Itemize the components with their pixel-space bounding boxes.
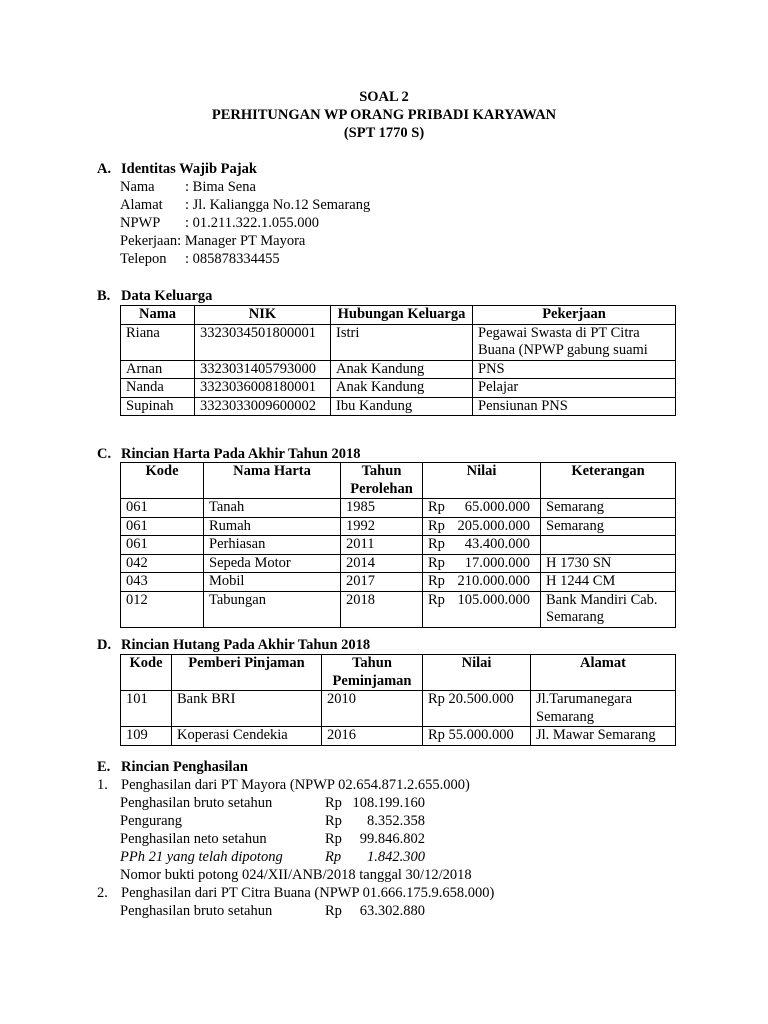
table-row — [121, 536, 676, 555]
currency-label: Rp — [325, 903, 342, 919]
identity-key: NPWP — [120, 215, 161, 231]
asset-value: 65.000.000 — [464, 499, 530, 515]
currency-label: Rp — [428, 536, 445, 552]
income-label: Penghasilan neto setahun — [120, 831, 267, 847]
currency-label: Rp — [325, 795, 342, 811]
identity-key: Telepon — [120, 251, 167, 267]
table-row — [121, 591, 676, 627]
section-a-title: Identitas Wajib Pajak — [121, 161, 257, 177]
withholding-note: Nomor bukti potong 024/XII/ANB/2018 tanggal 30/12/2018 — [120, 867, 472, 883]
table-header-row — [121, 463, 676, 499]
table-header-row — [121, 306, 676, 325]
table-cell: Ibu Kandung — [331, 397, 473, 416]
section-d-letter: D. — [97, 637, 112, 653]
income-row — [120, 812, 425, 830]
table-header-cell: Pekerjaan — [473, 306, 676, 325]
section-a-heading — [97, 160, 257, 178]
table-row — [121, 499, 676, 518]
section-b-heading — [97, 287, 212, 305]
table-cell: 2016 — [322, 727, 423, 746]
value-cell — [423, 591, 541, 627]
doc-title-line1: SOAL 2 — [359, 89, 409, 105]
table-cell: Pensiunan PNS — [473, 397, 676, 416]
table-cell: Semarang — [541, 517, 676, 536]
table-cell: Sepeda Motor — [204, 554, 341, 573]
identity-row-npwp — [120, 214, 319, 232]
income-item-title: Penghasilan dari PT Mayora (NPWP 02.654.871.2.655.000) — [121, 777, 470, 793]
table-cell: 3323036008180001 — [195, 379, 331, 398]
table-cell: H 1730 SN — [541, 554, 676, 573]
income-amount: 99.846.802 — [359, 831, 425, 847]
income-label: PPh 21 yang telah dipotong — [120, 849, 283, 865]
table-row — [121, 691, 676, 727]
value-cell — [423, 499, 541, 518]
income-item-number: 1. — [97, 777, 108, 793]
table-row — [121, 379, 676, 398]
table-cell: 1985 — [341, 499, 423, 518]
table-cell: Rp 20.500.000 — [423, 691, 531, 727]
asset-value: 17.000.000 — [464, 554, 530, 571]
identity-row-alamat — [120, 196, 370, 214]
table-cell: Tabungan — [204, 591, 341, 627]
family-table — [120, 305, 676, 416]
table-cell: Istri — [331, 324, 473, 360]
identity-value: : 01.211.322.1.055.000 — [185, 215, 319, 231]
doc-title-line2: PERHITUNGAN WP ORANG PRIBADI KARYAWAN — [211, 107, 557, 123]
income-label: Penghasilan bruto setahun — [120, 795, 273, 811]
table-cell: Anak Kandung — [331, 379, 473, 398]
identity-value: : Manager PT Mayora — [177, 233, 306, 249]
currency-label: Rp — [428, 499, 445, 515]
table-cell: 061 — [121, 517, 204, 536]
income-row — [120, 848, 425, 866]
table-header-cell: Nilai — [423, 463, 541, 499]
table-cell: Bank Mandiri Cab. Semarang — [541, 591, 676, 627]
table-header-row — [121, 655, 676, 691]
section-b-letter: B. — [97, 288, 111, 304]
income-row — [120, 902, 425, 920]
currency-label: Rp — [428, 591, 445, 608]
table-header-cell: Hubungan Keluarga — [331, 306, 473, 325]
table-cell: 1992 — [341, 517, 423, 536]
currency-label: Rp — [428, 517, 445, 534]
table-cell: 3323033009600002 — [195, 397, 331, 416]
table-cell: Koperasi Cendekia — [172, 727, 322, 746]
table-cell: 061 — [121, 499, 204, 518]
table-header-cell: Pemberi Pinjaman — [172, 655, 322, 691]
assets-table — [120, 462, 676, 628]
identity-value: : Bima Sena — [185, 179, 256, 195]
section-e-heading — [97, 758, 248, 776]
value-cell — [423, 554, 541, 573]
table-row — [121, 727, 676, 746]
table-header-cell: Nama — [121, 306, 195, 325]
table-cell: 109 — [121, 727, 172, 746]
table-cell: 2011 — [341, 536, 423, 555]
table-header-cell: NIK — [195, 306, 331, 325]
income-amount: 108.199.160 — [352, 795, 425, 811]
table-cell: 2010 — [322, 691, 423, 727]
table-cell — [541, 536, 676, 555]
table-cell: Arnan — [121, 360, 195, 379]
table-cell: Jl.Tarumanegara Semarang — [531, 691, 676, 727]
table-cell: 043 — [121, 573, 204, 592]
table-cell: Anak Kandung — [331, 360, 473, 379]
income-row — [120, 830, 425, 848]
income-amount: 1.842.300 — [367, 849, 425, 865]
income-label: Penghasilan bruto setahun — [120, 903, 273, 919]
table-row — [121, 397, 676, 416]
asset-value: 205.000.000 — [457, 517, 530, 534]
section-e-title: Rincian Penghasilan — [121, 759, 248, 775]
currency-label: Rp — [325, 831, 342, 847]
currency-label: Rp — [325, 813, 342, 829]
identity-value: : Jl. Kaliangga No.12 Semarang — [185, 197, 371, 213]
value-cell — [423, 517, 541, 536]
table-cell: Perhiasan — [204, 536, 341, 555]
table-cell: H 1244 CM — [541, 573, 676, 592]
section-c-letter: C. — [97, 446, 112, 462]
section-e-letter: E. — [97, 759, 111, 775]
table-header-cell: Keterangan — [541, 463, 676, 499]
table-row — [121, 573, 676, 592]
income-item-1-heading — [97, 776, 470, 794]
income-item-2-heading — [97, 884, 494, 902]
table-header-cell: Tahun Peminjaman — [322, 655, 423, 691]
table-cell: Supinah — [121, 397, 195, 416]
section-b-title: Data Keluarga — [121, 288, 213, 304]
income-item-number: 2. — [97, 885, 108, 901]
table-header-cell: Kode — [121, 463, 204, 499]
value-cell — [423, 536, 541, 555]
identity-key: Alamat — [120, 197, 163, 213]
section-a-letter: A. — [97, 161, 112, 177]
identity-row-pekerjaan — [120, 232, 305, 250]
income-amount: 63.302.880 — [359, 903, 425, 919]
debts-table — [120, 654, 676, 746]
table-header-cell: Tahun Perolehan — [341, 463, 423, 499]
table-cell: 061 — [121, 536, 204, 555]
table-cell: Rp 55.000.000 — [423, 727, 531, 746]
identity-row-telepon — [120, 250, 280, 268]
table-cell: 3323034501800001 — [195, 324, 331, 360]
table-cell: 2018 — [341, 591, 423, 627]
table-cell: 101 — [121, 691, 172, 727]
table-cell: Semarang — [541, 499, 676, 518]
asset-value: 43.400.000 — [464, 536, 530, 552]
income-row — [120, 794, 425, 812]
table-cell: Pelajar — [473, 379, 676, 398]
identity-key: Pekerjaan — [120, 233, 178, 249]
doc-title-line3: (SPT 1770 S) — [343, 125, 425, 141]
table-header-cell: Kode — [121, 655, 172, 691]
table-row — [121, 554, 676, 573]
table-cell: 042 — [121, 554, 204, 573]
value-cell — [423, 573, 541, 592]
table-cell: PNS — [473, 360, 676, 379]
currency-label: Rp — [428, 573, 445, 589]
table-cell: Bank BRI — [172, 691, 322, 727]
section-d-heading — [97, 636, 370, 654]
currency-label: Rp — [428, 554, 445, 571]
section-c-title: Rincian Harta Pada Akhir Tahun 2018 — [121, 446, 361, 462]
identity-value: : 085878334455 — [185, 251, 280, 267]
income-item-title: Penghasilan dari PT Citra Buana (NPWP 01.666.175.9.658.000) — [121, 885, 495, 901]
table-row — [121, 360, 676, 379]
income-amount: 8.352.358 — [367, 813, 425, 829]
table-header-cell: Nilai — [423, 655, 531, 691]
section-d-title: Rincian Hutang Pada Akhir Tahun 2018 — [121, 637, 371, 653]
asset-value: 210.000.000 — [457, 573, 530, 589]
table-header-cell: Alamat — [531, 655, 676, 691]
income-label: Pengurang — [120, 813, 183, 829]
table-cell: 2014 — [341, 554, 423, 573]
table-cell: 012 — [121, 591, 204, 627]
table-cell: Jl. Mawar Semarang — [531, 727, 676, 746]
table-cell: Tanah — [204, 499, 341, 518]
table-cell: 3323031405793000 — [195, 360, 331, 379]
table-cell: 2017 — [341, 573, 423, 592]
table-cell: Nanda — [121, 379, 195, 398]
identity-key: Nama — [120, 179, 155, 195]
table-cell: Rumah — [204, 517, 341, 536]
table-row — [121, 517, 676, 536]
asset-value: 105.000.000 — [457, 591, 530, 608]
currency-label: Rp — [325, 849, 342, 865]
table-cell: Pegawai Swasta di PT Citra Buana (NPWP gabung suami — [473, 324, 676, 360]
table-row — [121, 324, 676, 360]
table-header-cell: Nama Harta — [204, 463, 341, 499]
table-cell: Mobil — [204, 573, 341, 592]
identity-row-nama — [120, 178, 256, 196]
section-c-heading — [97, 445, 360, 463]
table-cell: Riana — [121, 324, 195, 360]
